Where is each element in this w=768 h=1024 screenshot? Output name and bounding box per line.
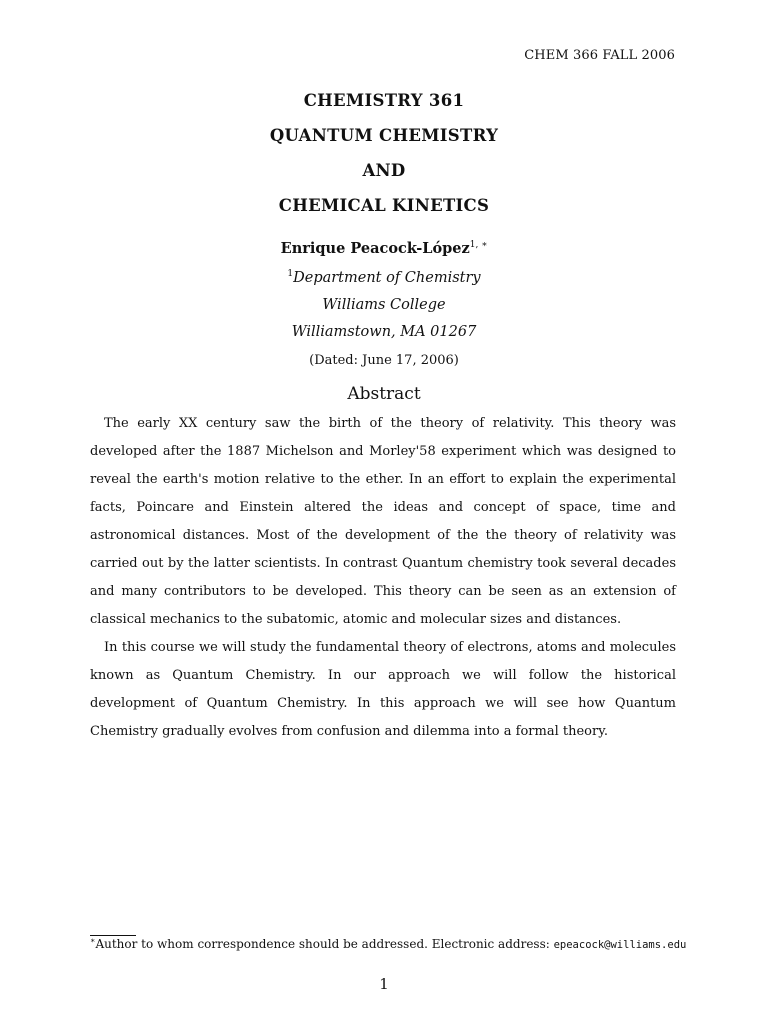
footnote [90, 937, 710, 951]
author-name: Enrique Peacock-López [280, 240, 470, 257]
dated-line: (Dated: June 17, 2006) [309, 353, 459, 368]
title-line-1: CHEMISTRY 361 [303, 91, 465, 110]
footnote-rule [90, 935, 136, 936]
author [0, 240, 768, 257]
abstract-body [90, 410, 676, 746]
department: Department of Chemistry [293, 270, 481, 286]
footnote-text: Author to whom correspondence should be addressed. Electronic address: [95, 937, 554, 951]
abstract-heading: Abstract [347, 384, 421, 404]
affiliation-department [0, 270, 768, 286]
abstract-paragraph-2: In this course we will study the fundamental theory of electrons, atoms and molecules known as Quantum Chemistry. In our approach we will follow the historical development of Quantum Chemistry. In this approach we will see how Quantum Chemistry gradually evolves from confusion and dilemma into a formal theory. [90, 640, 676, 739]
title-line-4: CHEMICAL KINETICS [278, 196, 490, 215]
affiliation-mark: 1 [287, 269, 294, 280]
footnote-mark: ∗ [90, 936, 96, 945]
footnote-email[interactable]: epeacock@williams.edu [553, 939, 687, 951]
running-header: CHEM 366 FALL 2006 [524, 48, 675, 63]
title-line-3: AND [362, 161, 406, 180]
author-marks: 1, ∗ [469, 240, 488, 251]
affiliation-college: Williams College [322, 297, 446, 313]
page-number: 1 [379, 975, 389, 993]
abstract-paragraph-1: The early XX century saw the birth of the theory of relativity. This theory was developed after the 1887 Michelson and Morley'58 experiment which was designed to reveal the earth's motion relative to the ether. In an effort to explain the experimental facts, Poincare and Einstein altered the ideas and concept of space, time and astronomical distances. Most of the development of the the theory of relativity was carried out by the latter scientists. In contrast Quantum chemistry took several decades and many contributors to be developed. This theory can be seen as an extension of classical mechanics to the subatomic, atomic and molecular sizes and distances. [90, 416, 676, 627]
title-line-2: QUANTUM CHEMISTRY [269, 126, 499, 145]
affiliation-city: Williamstown, MA 01267 [291, 324, 477, 340]
